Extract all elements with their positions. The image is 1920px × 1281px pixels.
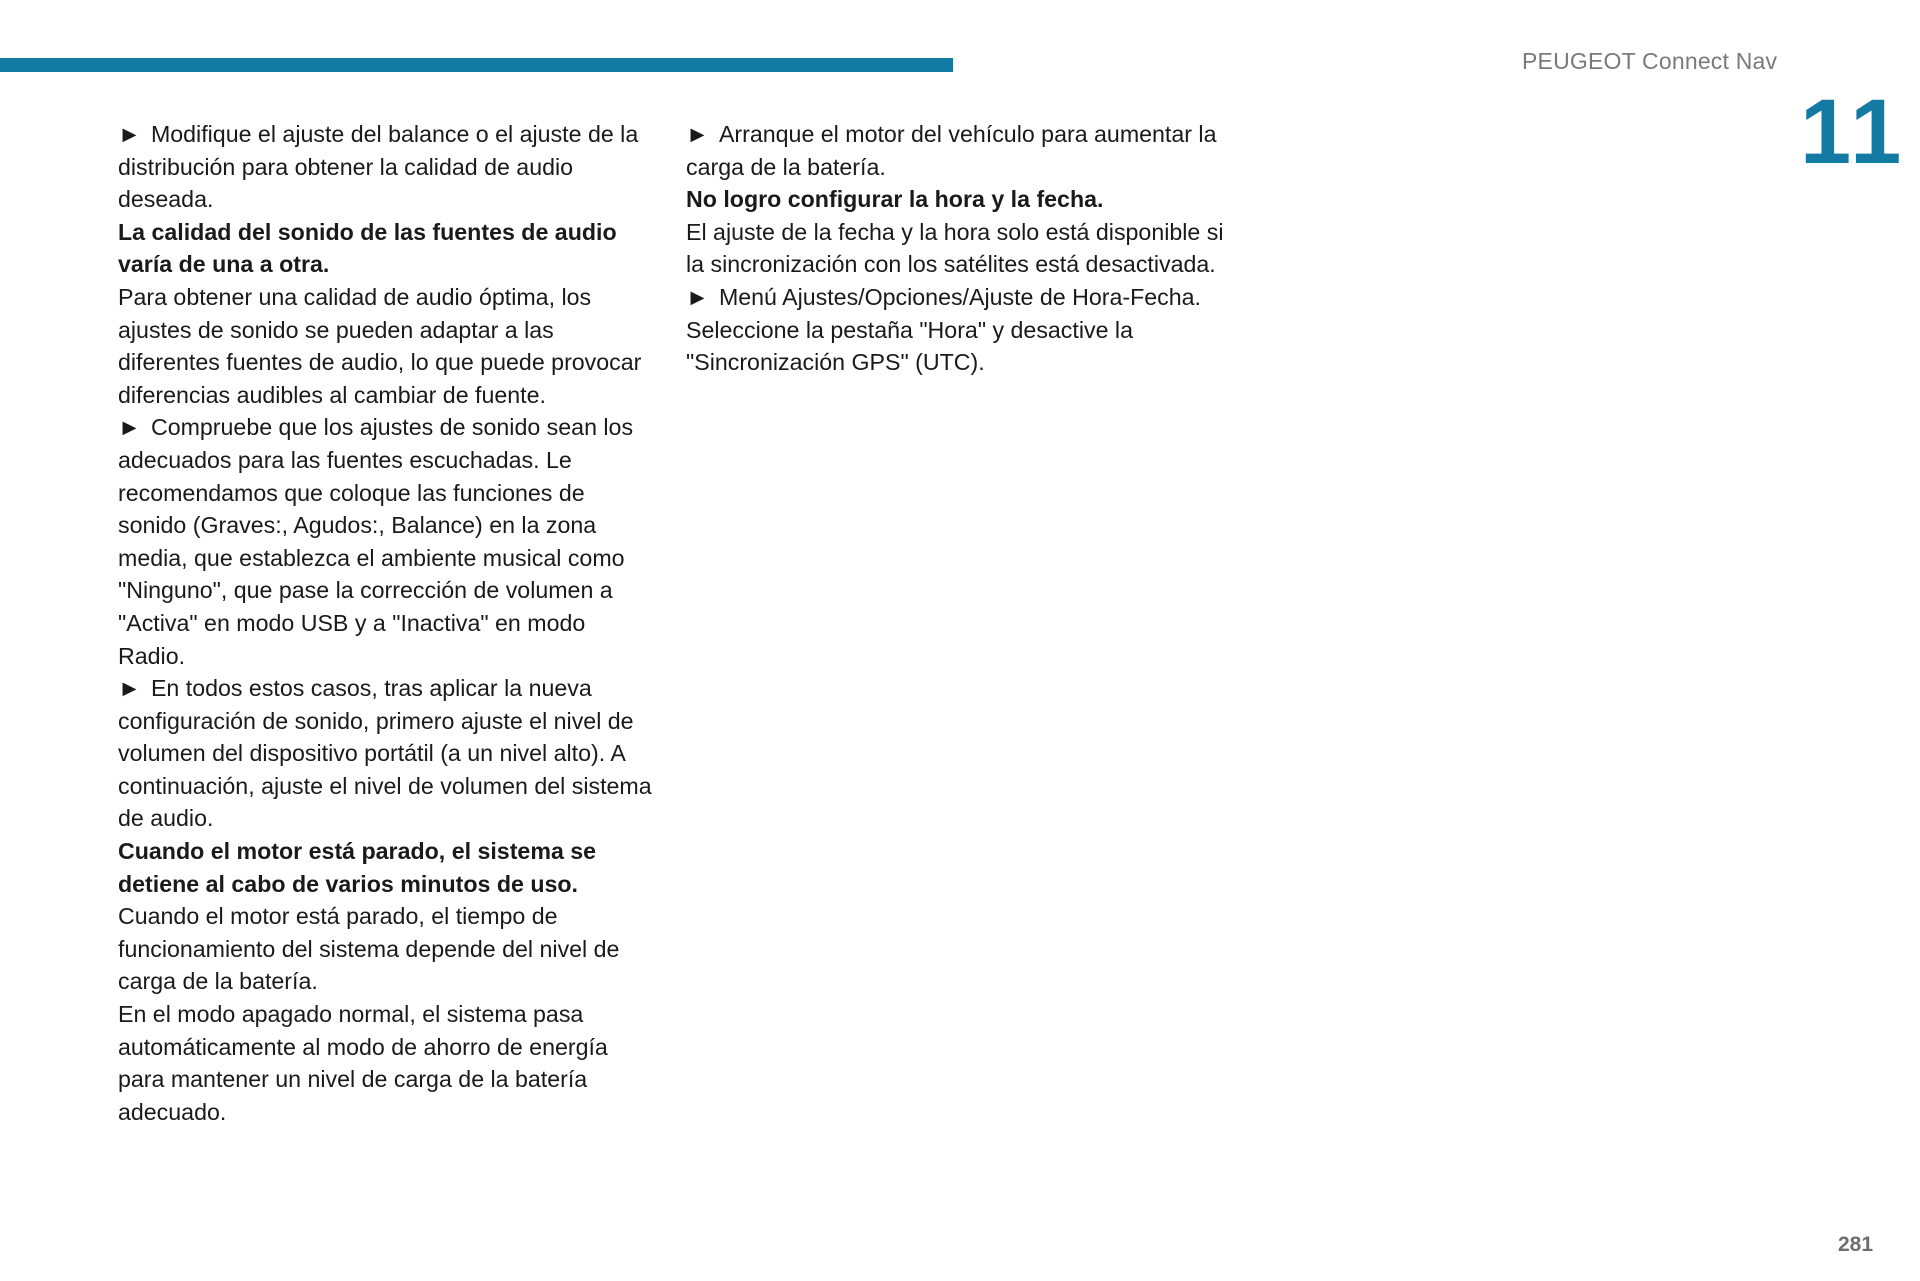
bullet-arrow-icon: ► (686, 121, 709, 147)
paragraph-bullet: ► Modifique el ajuste del balance o el ajuste de la distribución para obtener la calidad de audio deseada. (118, 121, 639, 213)
paragraph-text: Para obtener una calidad de audio óptima, los ajustes de sonido se pueden adaptar a las diferentes fuentes de audio, lo que puede provocar diferencias audibles al cambiar de fuente. (118, 283, 642, 408)
paragraph-text: El ajuste de la fecha y la hora solo está disponible si la sincronización con los satélites está desactivada. (686, 218, 1224, 278)
bullet-arrow-icon: ► (686, 283, 709, 310)
right-column (686, 118, 1241, 379)
bullet-arrow-icon: ► (118, 121, 141, 147)
paragraph-heading: No logro configurar la hora y la fecha. (686, 186, 1104, 213)
bullet-arrow-icon: ► (118, 414, 141, 441)
paragraph-heading: Cuando el motor está parado, el sistema se detiene al cabo de varios minutos de uso. (118, 838, 597, 897)
manual-title: PEUGEOT Connect Nav (1522, 48, 1778, 74)
header-accent-bar (0, 58, 953, 72)
paragraph-bullet: ► Menú Ajustes/Opciones/Ajuste de Hora-Fecha. Seleccione la pestaña "Hora" y desactive la "Sincronización GPS" (UTC). (686, 283, 1201, 376)
page-number: 281 (1838, 1233, 1874, 1256)
left-column (118, 118, 658, 1128)
paragraph-heading: La calidad del sonido de las fuentes de audio varía de una a otra. (118, 218, 617, 278)
paragraph-bullet: ► Arranque el motor del vehículo para aumentar la carga de la batería. (686, 121, 1217, 180)
paragraph-bullet: ► En todos estos casos, tras aplicar la nueva configuración de sonido, primero ajuste el nivel de volumen del dispositivo portátil (a un nivel alto). A continuación, ajuste el nivel de volumen del sistema de audio. (118, 675, 652, 832)
bullet-arrow-icon: ► (118, 675, 141, 702)
paragraph-bullet: ► Compruebe que los ajustes de sonido sean los adecuados para las fuentes escuchadas. Le recomendamos que coloque las funciones de sonido (Graves:, Agudos:, Balance) en la zona media, que establezca el ambiente musical como "Ninguno", que pase la corrección de volumen a "Activa" en modo USB y a "Inactiva" en modo Radio. (118, 414, 634, 669)
chapter-number: 11 (1800, 81, 1906, 183)
paragraph-text: Cuando el motor está parado, el tiempo de funcionamiento del sistema depende del nivel de carga de la batería. (118, 903, 620, 995)
paragraph-text: En el modo apagado normal, el sistema pasa automáticamente al modo de ahorro de energía para mantener un nivel de carga de la batería adecuado. (118, 1001, 608, 1125)
